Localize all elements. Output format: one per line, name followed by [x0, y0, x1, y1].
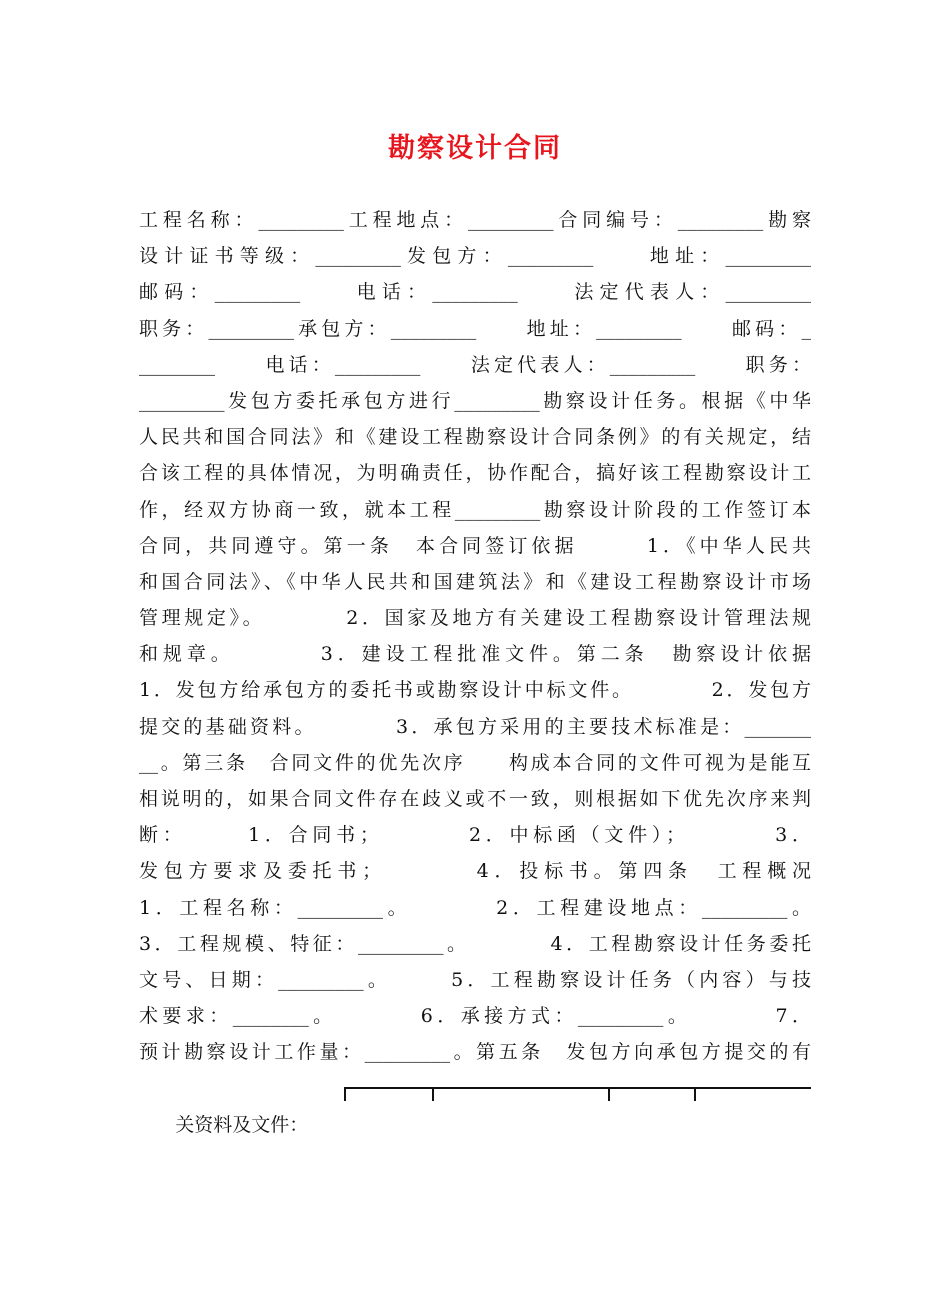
body-line: 人民共和国合同法》和《建设工程勘察设计合同条例》的有关规定，结 — [139, 426, 811, 449]
body-line: 和规章。 3．建设工程批准文件。第二条 勘察设计依据 — [139, 643, 811, 666]
body-line: __。第三条 合同文件的优先次序 构成本合同的文件可视为是能互 — [139, 751, 811, 774]
body-line: 工程名称：_________工程地点：_________合同编号：_________勘察 — [139, 209, 811, 231]
body-line: 1．发包方给承包方的委托书或勘察设计中标文件。 2．发包方 — [139, 679, 811, 702]
body-line: 和国合同法》、《中华人民共和国建筑法》和《建设工程勘察设计市场 — [139, 570, 811, 593]
body-line: 提交的基础资料。 3．承包方采用的主要技术标准是：_______ — [139, 715, 811, 738]
body-line: 邮码：_________ 电话：_________ 法定代表人：_________ — [139, 281, 811, 304]
body-line: _________发包方委托承包方进行_________勘察设计任务。根据《中华 — [139, 389, 811, 412]
body-line: 管理规定》。 2．国家及地方有关建设工程勘察设计管理法规 — [139, 607, 811, 630]
body-line: 发包方要求及委托书； 4．投标书。第四条 工程概况 — [139, 860, 811, 883]
contract-body — [139, 202, 811, 1136]
body-line-last — [139, 1071, 811, 1136]
body-line: 职务：_________承包方：_________ 地址：_________ 邮码：_ — [139, 317, 811, 340]
body-line: 作，经双方协商一致，就本工程_________勘察设计阶段的工作签订本 — [139, 498, 811, 521]
body-line: 术要求：________。 6．承接方式：_________。 7． — [139, 1005, 811, 1028]
body-line: 文号、日期：_________。 5．工程勘察设计任务（内容）与技 — [139, 968, 811, 991]
body-line: ________ 电话：_________ 法定代表人：_________ 职务： — [139, 353, 811, 376]
table-column-divider — [608, 1087, 610, 1101]
table-column-divider — [432, 1087, 434, 1101]
table-column-divider — [344, 1087, 346, 1101]
body-line: 相说明的，如果合同文件存在歧义或不一致，则根据如下优先次序来判 — [139, 788, 811, 810]
body-line: 设计证书等级：_________发包方：_________ 地址：_________ — [139, 245, 811, 268]
body-line: 1．工程名称：_________。 2．工程建设地点：_________。 — [139, 896, 811, 919]
body-line: 3．工程规模、特征：_________。 4．工程勘察设计任务委托 — [139, 932, 811, 955]
body-line: 预计勘察设计工作量：_________。第五条 发包方向承包方提交的有 — [139, 1041, 811, 1064]
table-top-border — [344, 1087, 811, 1103]
body-line: 合同，共同遵守。第一条 本合同签订依据 1．《中华人民共 — [139, 534, 811, 557]
body-line: 断： 1．合同书； 2．中标函（文件）； 3． — [139, 824, 811, 847]
body-line-text: 关资料及文件： — [175, 1113, 309, 1136]
document-title: 勘察设计合同 — [388, 133, 562, 164]
body-line: 合该工程的具体情况，为明确责任，协作配合，搞好该工程勘察设计工 — [139, 462, 811, 485]
table-column-divider — [694, 1087, 696, 1101]
